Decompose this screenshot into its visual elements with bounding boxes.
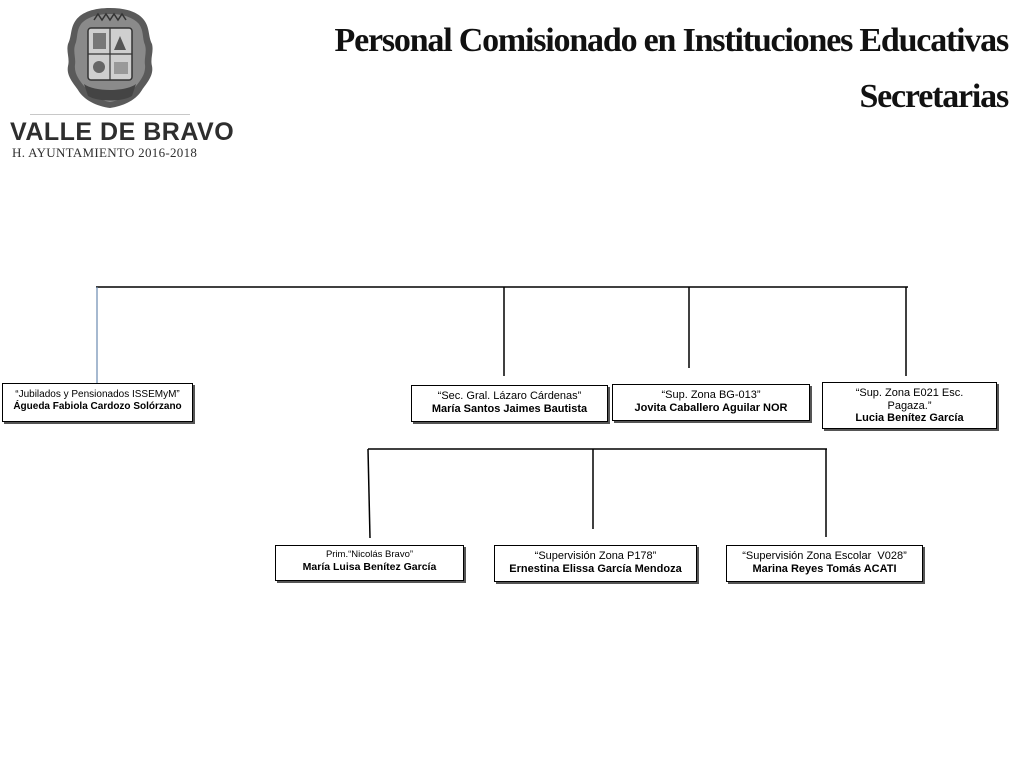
page-subtitle: Secretarias bbox=[859, 78, 1008, 115]
org-box-person: María Luisa Benítez García bbox=[302, 560, 437, 573]
org-box-person: Jovita Caballero Aguilar NOR bbox=[634, 401, 788, 414]
org-box-person: Águeda Fabiola Cardozo Solórzano bbox=[13, 400, 182, 412]
org-box-sec-gral-lazaro-cardenas bbox=[411, 385, 608, 422]
org-box-title: “Supervisión Zona Escolar V028” bbox=[742, 550, 907, 562]
org-box-title: “Sup. Zona E021 Esc. Pagaza.” bbox=[855, 387, 964, 412]
org-box-prim-nicolas-bravo bbox=[275, 545, 464, 581]
org-box-jubilados bbox=[2, 383, 193, 422]
org-box-title: “Supervisión Zona P178” bbox=[534, 550, 657, 562]
page-title: Personal Comisionado en Instituciones Educativas bbox=[334, 22, 1008, 59]
org-box-title: “Jubilados y Pensionados ISSEMyM” bbox=[15, 389, 180, 400]
org-box-person: Lucia Benítez García bbox=[855, 412, 964, 425]
org-box-person: María Santos Jaimes Bautista bbox=[431, 402, 588, 415]
brand-subtitle: H. AYUNTAMIENTO 2016-2018 bbox=[12, 145, 198, 160]
brand-name: VALLE DE BRAVO bbox=[10, 118, 235, 146]
org-box-sup-zona-bg013 bbox=[612, 384, 810, 421]
org-box-supervision-p178 bbox=[494, 545, 697, 582]
org-box-title: Prim.“Nicolás Bravo” bbox=[325, 549, 414, 560]
org-box-title: “Sup. Zona BG-013” bbox=[661, 389, 761, 401]
org-box-supervision-v028 bbox=[726, 545, 923, 582]
connector-nicolas-bravo bbox=[368, 449, 370, 538]
org-box-person: Ernestina Elissa García Mendoza bbox=[509, 562, 682, 575]
org-box-sup-zona-e021 bbox=[822, 382, 997, 429]
org-box-title: “Sec. Gral. Lázaro Cárdenas” bbox=[437, 390, 582, 402]
org-box-person: Marina Reyes Tomás ACATI bbox=[752, 562, 897, 575]
